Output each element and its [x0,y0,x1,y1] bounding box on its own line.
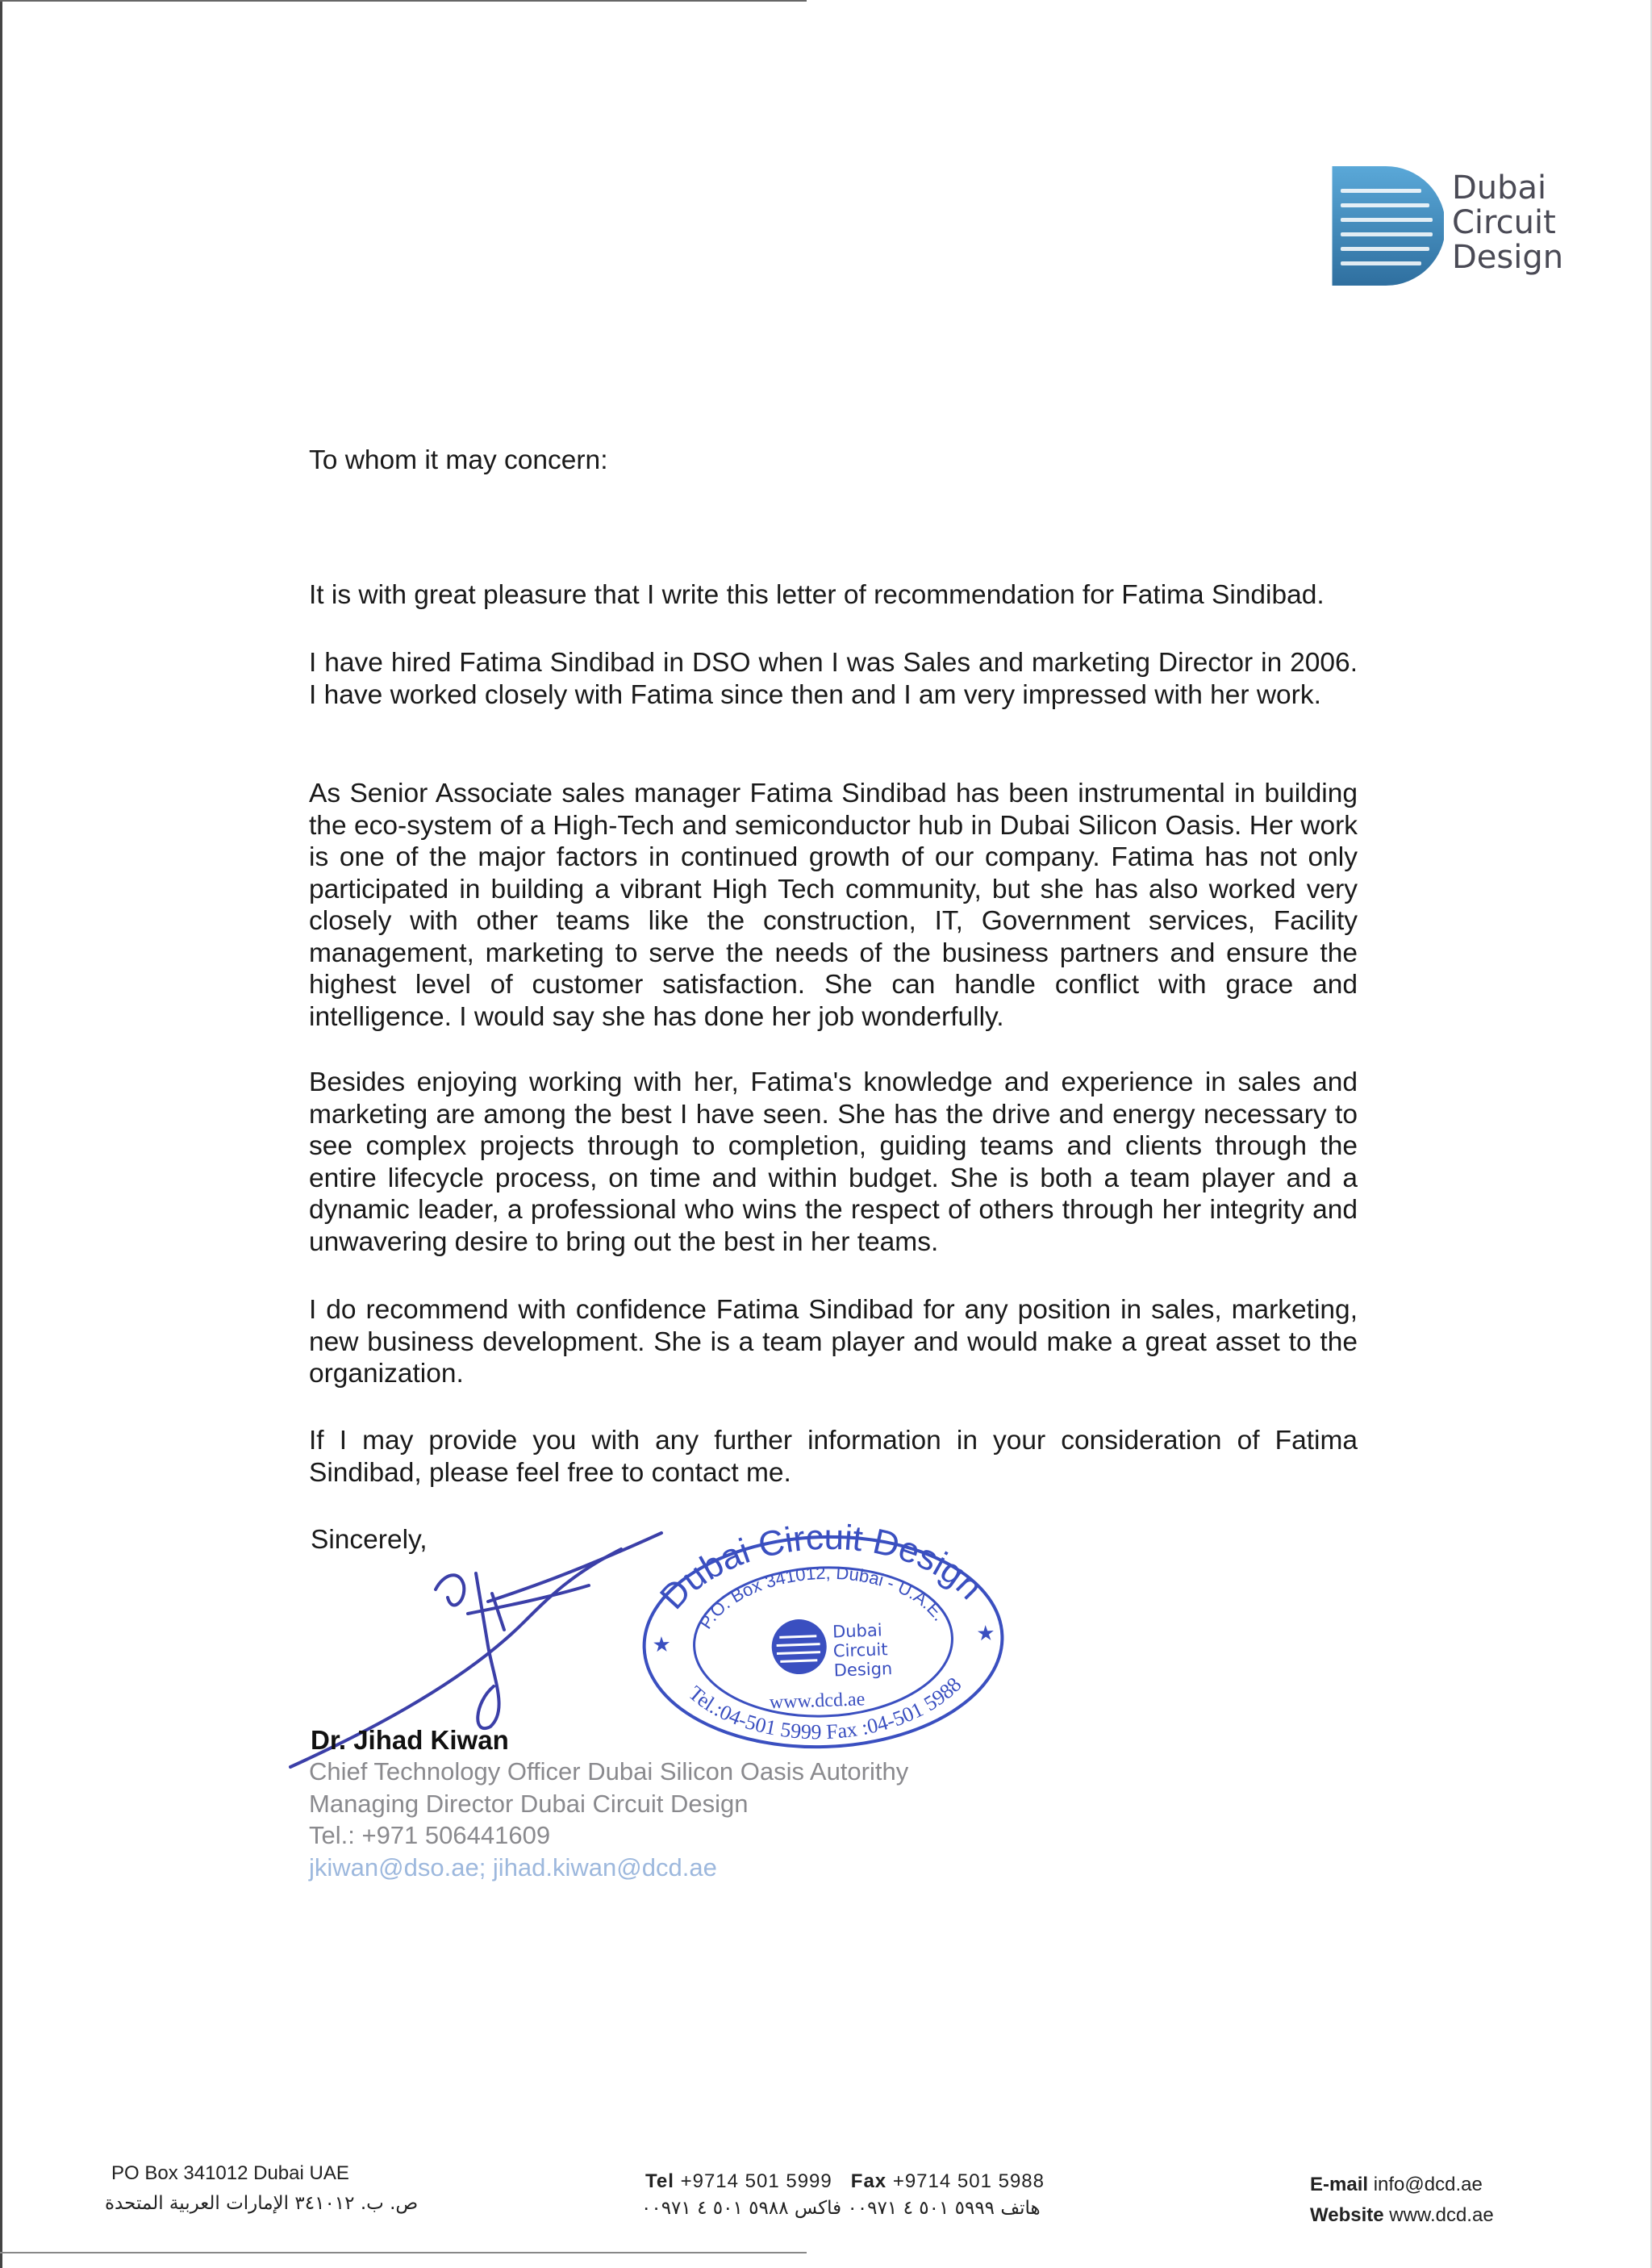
signatory-name: Dr. Jihad Kiwan [311,1725,509,1755]
footer-email-label: E-mail [1310,2174,1369,2195]
footer-tel-fax [645,2170,1045,2193]
salutation: To whom it may concern: [309,445,608,475]
footer-website [1310,2204,1494,2227]
dcd-logo-icon [1323,161,1444,290]
stamp-center-1: Dubai [832,1620,882,1642]
page-edge-bottom [0,2252,807,2253]
logo-line-1: Dubai [1452,169,1547,207]
page-edge-top [0,0,807,2]
paragraph-5: I do recommend with confidence Fatima Sindibad for any position in sales, marketing, new business development. She is a team player and would make a great asset to the organization. [309,1295,1358,1389]
stamp-star-left-icon: ★ [651,1631,672,1657]
paragraph-2: I have hired Fatima Sindibad in DSO when I was Sales and marketing Director in 2006. I have worked closely with Fatima since then and I am very impressed with her work. [309,648,1358,710]
stamp-logo-icon [771,1619,828,1675]
logo-wordmark [1452,171,1563,275]
logo-line-3: Design [1452,239,1564,276]
footer-website-label: Website [1310,2204,1384,2226]
stamp-center-2: Circuit [832,1639,888,1661]
stamp-center-3: Design [833,1659,893,1681]
closing: Sincerely, [311,1525,428,1555]
footer-po-box: PO Box 341012 Dubai UAE [111,2162,349,2184]
footer-email-value: info@dcd.ae [1373,2174,1483,2195]
company-logo [1323,161,1589,290]
footer-tel-fax-arabic: هاتف ٥٩٩٩ ٥٠١ ٤ ٠٠٩٧١ فاكس ٥٩٨٨ ٥٠١ ٤ ٠٠٩٧١ [641,2198,1041,2219]
footer-tel-value: +9714 501 5999 [680,2170,832,2192]
paragraph-6: If I may provide you with any further information in your consideration of Fatima Sindibad, please feel free to contact me. [309,1426,1358,1488]
page-edge-left [0,0,2,2268]
footer-email [1310,2174,1483,2196]
logo-line-2: Circuit [1452,204,1556,241]
paragraph-3: As Senior Associate sales manager Fatima Sindibad has been instrumental in building the eco-system of a High-Tech and semiconductor hub in Dubai Silicon Oasis. Her work is one of the major factors in continued growth of our company. Fatima has not only participated in building a vibrant High Tech community, but she has also worked very closely with other teams like the construction, IT, Government services, Facility management, marketing to serve the needs of the business partners and ensure the highest level of customer satisfaction. She can handle conflict with grace and intelligence. I would say she has done her job wonderfully. [309,779,1358,1032]
footer-website-value: www.dcd.ae [1389,2204,1494,2226]
footer-tel-label: Tel [645,2170,674,2192]
footer-po-box-arabic: ص. ب. ٣٤١٠١٢ الإمارات العربية المتحدة [105,2193,419,2214]
signatory-tel: Tel.: +971 506441609 [309,1821,551,1849]
stamp-web: www.dcd.ae [769,1689,866,1714]
signatory-email: jkiwan@dso.ae; jihad.kiwan@dcd.ae [309,1853,717,1882]
stamp-bottom-text: Tel.:04-501 5999 Fax :04-501 5988 [684,1673,966,1744]
signatory-title-2: Managing Director Dubai Circuit Design [309,1790,749,1818]
paragraph-4: Besides enjoying working with her, Fatima's knowledge and experience in sales and marketing are among the best I have seen. She has the drive and energy necessary to see complex projects through to completion, guiding teams and clients through the entire lifecycle process, on time and within budget. She is both a team player and a dynamic leader, a professional who wins the respect of others through her integrity and unwavering desire to bring out the best in her teams. [309,1067,1358,1257]
footer-fax-value: +9714 501 5988 [892,2170,1045,2192]
paragraph-1: It is with great pleasure that I write this letter of recommendation for Fatima Sindibad. [309,580,1325,610]
stamp-star-right-icon: ★ [975,1620,996,1646]
stamp-address: P.O. Box 341012, Dubai - U.A.E. [695,1562,950,1633]
footer-fax-label: Fax [850,2170,887,2192]
stamp-top-text: Dubai Circuit Design [652,1517,991,1617]
signatory-title-1: Chief Technology Officer Dubai Silicon Oasis Autorithy [309,1757,909,1786]
